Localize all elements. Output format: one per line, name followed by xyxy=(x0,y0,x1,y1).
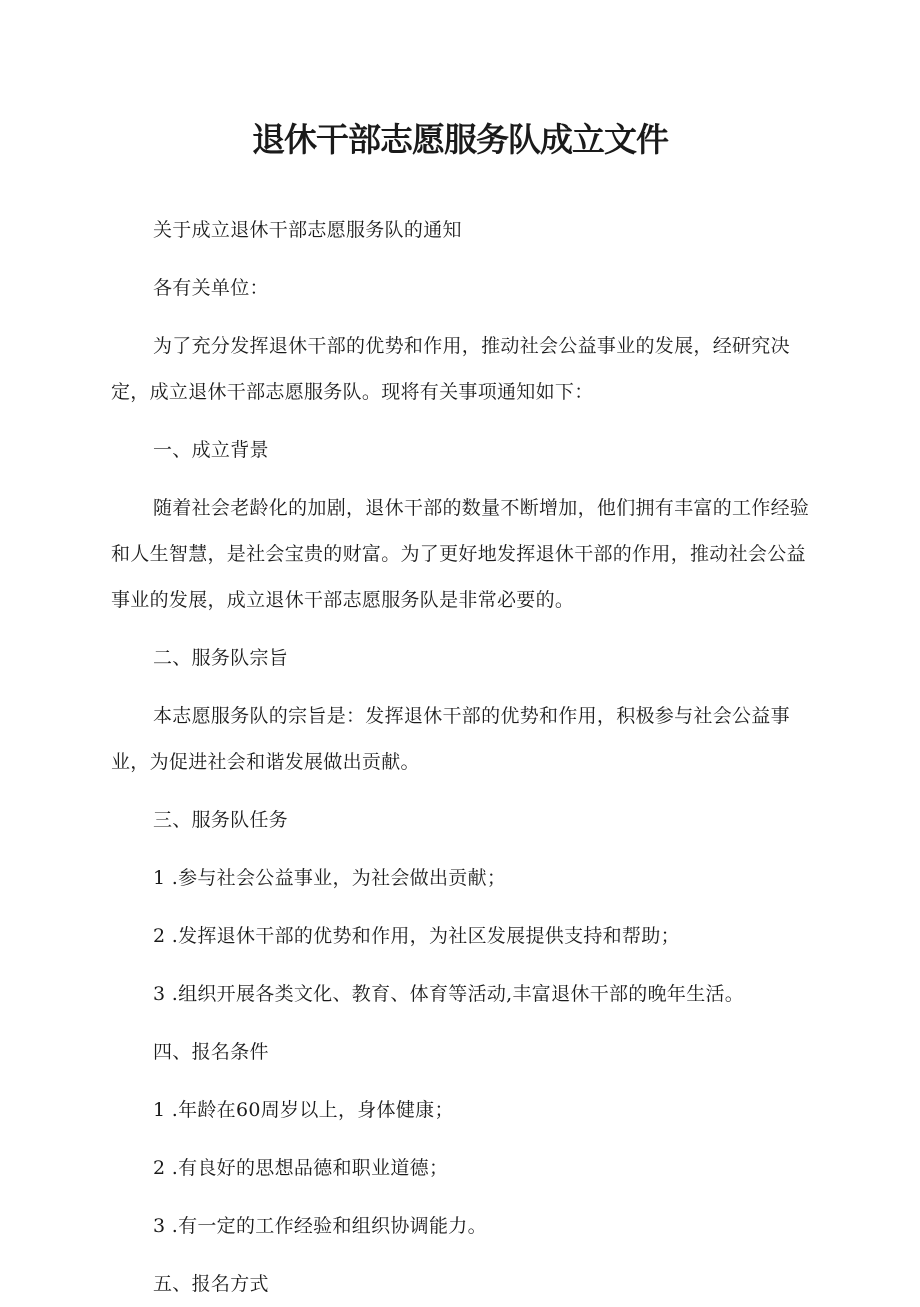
list-item: 2 .有良好的思想品德和职业道德； xyxy=(153,1157,449,1179)
list-item: 3 .有一定的工作经验和组织协调能力。 xyxy=(153,1215,487,1237)
document-title: 退休干部志愿服务队成立文件 xyxy=(252,120,668,159)
section-paragraph-background: 随着社会老龄化的加剧，退休干部的数量不断增加，他们拥有丰富的工作经验和人生智慧，是社会宝贵的财富。为了更好地发挥退休干部的作用，推动社会公益事业的发展，成立退休干部志愿服务队是非常必要的。 xyxy=(111,497,810,611)
section-heading-requirements: 四、报名条件 xyxy=(153,1041,269,1063)
list-item: 3 .组织开展各类文化、教育、体育等活动,丰富退休干部的晚年生活。 xyxy=(153,983,745,1005)
notice-title: 关于成立退休干部志愿服务队的通知 xyxy=(153,219,462,241)
section-paragraph-purpose: 本志愿服务队的宗旨是：发挥退休干部的优势和作用，积极参与社会公益事业，为促进社会和谐发展做出贡献。 xyxy=(111,705,790,773)
section-heading-registration: 五、报名方式 xyxy=(153,1273,269,1295)
salutation: 各有关单位： xyxy=(153,277,269,299)
section-heading-purpose: 二、服务队宗旨 xyxy=(153,647,289,669)
list-item: 2 .发挥退休干部的优势和作用，为社区发展提供支持和帮助； xyxy=(153,925,680,947)
section-heading-tasks: 三、服务队任务 xyxy=(153,809,289,831)
intro-paragraph: 为了充分发挥退休干部的优势和作用，推动社会公益事业的发展，经研究决定，成立退休干部志愿服务队。现将有关事项通知如下： xyxy=(111,335,790,403)
list-item: 1 .年龄在60周岁以上，身体健康； xyxy=(153,1099,454,1121)
document-body xyxy=(111,207,811,1307)
section-heading-background: 一、成立背景 xyxy=(153,439,269,461)
list-item: 1 .参与社会公益事业，为社会做出贡献； xyxy=(153,867,507,889)
